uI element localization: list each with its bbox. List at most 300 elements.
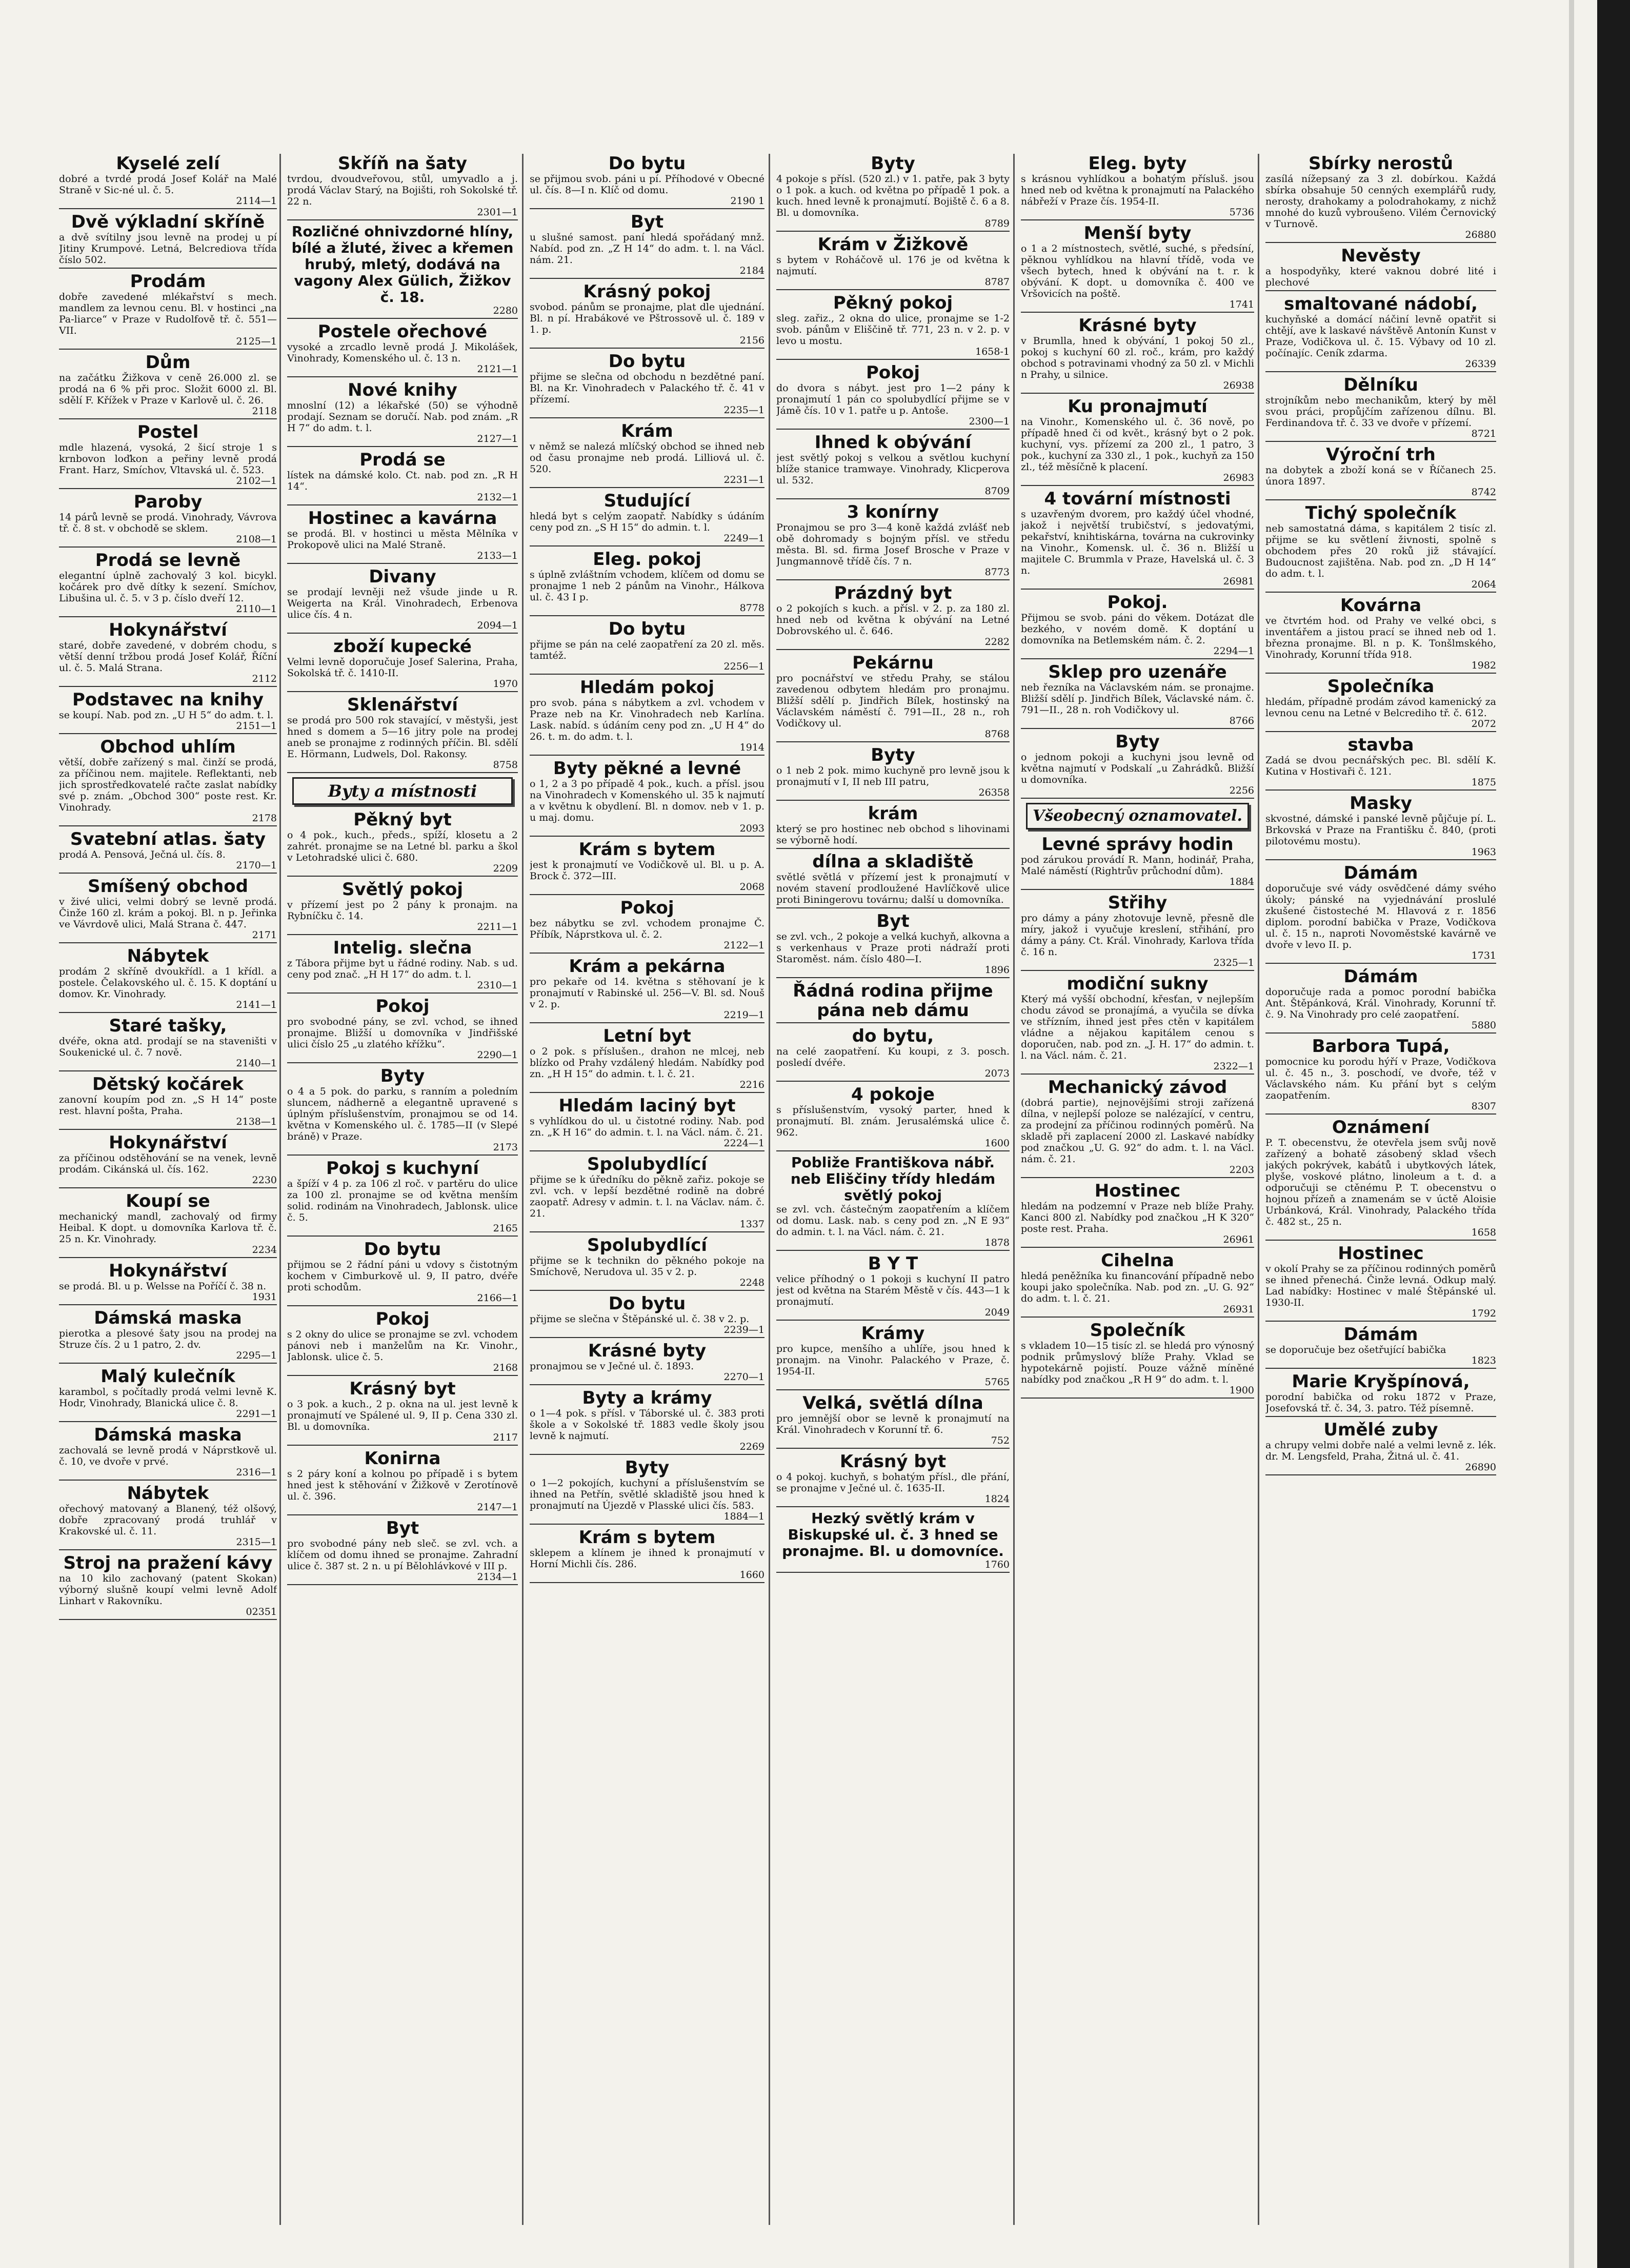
- ad-title: Cihelna: [1101, 1250, 1174, 1271]
- classified-ad: [1021, 1078, 1254, 1178]
- classified-ad: [776, 1452, 1010, 1507]
- ad-body: Zadá se dvou pecnářských pec. Bl. sdělí K. Kutina v Hostivaři č. 121.: [1265, 755, 1496, 777]
- classified-ad: [530, 1026, 764, 1093]
- ad-body: pod zárukou provádí R. Mann, hodinář, Praha, Malé náměstí (Rightrův průchodní dům).: [1021, 854, 1254, 877]
- ad-number: 8742: [1471, 487, 1496, 498]
- ad-body: který se pro hostinec neb obchod s lihovinami se výborně hodí.: [776, 823, 1010, 846]
- classified-ad: [1021, 835, 1254, 890]
- ad-number: 2141—1: [236, 999, 277, 1010]
- ad-number: 26931: [1223, 1304, 1254, 1315]
- ad-body: pro jemnější obor se levně k pronajmutí na Král. Vinohradech v Korunní tř. 6.: [776, 1413, 1010, 1435]
- ad-title: stavba: [1347, 735, 1414, 755]
- ad-title: smaltované nádobí,: [1284, 294, 1478, 314]
- ad-body: Velmi levně doporučuje Josef Salerina, Praha, Sokolská tř. č. 1410-II.: [287, 656, 518, 679]
- ad-title: Výroční trh: [1326, 444, 1436, 465]
- classified-ad: [530, 282, 764, 349]
- ad-title: Krásný byt: [839, 1451, 947, 1472]
- ad-title: Hostinec: [1338, 1243, 1424, 1264]
- ad-title: Do bytu: [608, 1293, 686, 1314]
- ad-title: Paroby: [133, 492, 203, 512]
- ad-number: 8758: [493, 759, 518, 771]
- ad-body: přijme se slečna od obchodu n bezdětné paní. Bl. na Kr. Vinohradech v Palackého tř. č. 41 v přízemí.: [530, 371, 764, 405]
- ad-number: 2156: [739, 335, 764, 346]
- classified-ad: [530, 1528, 764, 1583]
- ad-number: 2073: [984, 1068, 1010, 1079]
- classified-ad: [1265, 154, 1496, 243]
- ad-body: pro pocnářství ve středu Prahy, se stálou zavedenou odbytem hledám pro pronajmu. Bližší sdělí p. Jindřich Bílek, hostinský na Václavském náměstí č. 791—II., 28 n., roh Vodičkovy ul.: [776, 673, 1010, 729]
- classified-ad: [1265, 1118, 1496, 1241]
- classified-ad: [287, 322, 518, 377]
- ad-number: 5765: [984, 1376, 1010, 1388]
- ad-title: Kyselé zelí: [116, 154, 220, 174]
- classified-ad: [1021, 662, 1254, 729]
- classified-ad: [530, 421, 764, 488]
- ad-title: Umělé zuby: [1323, 1420, 1438, 1440]
- ad-number: 2219—1: [723, 1009, 764, 1021]
- ad-title: Pěkný byt: [353, 809, 452, 830]
- ad-body: o 1 neb 2 pok. mimo kuchyně pro levně jsou k pronajmutí v I, II neb III patru,: [776, 765, 1010, 787]
- classified-ad: [530, 550, 764, 616]
- ad-number: 2249—1: [723, 533, 764, 544]
- classified-ad: [287, 224, 518, 319]
- ad-body: s vkladem 10—15 tisíc zl. se hledá pro výnosný podnik průmyslový blíže Prahy. Vklad se hypotekárně pojistí. Pouze vážně míněné nabídky pod značkou „R H 9“ do adm. t. l.: [1021, 1340, 1254, 1385]
- classified-ad: [1021, 397, 1254, 486]
- ad-title: Nové knihy: [348, 380, 457, 400]
- ad-number: 2290—1: [477, 1049, 518, 1061]
- ad-number: 2171: [252, 929, 277, 941]
- ad-title: Byt: [386, 1518, 419, 1538]
- classified-ad: [776, 583, 1010, 650]
- ad-body: pro dámy a pány zhotovuje levně, přesně dle míry, jakož i vyučuje kreslení, střihání, pro dámy a pány. Ct. Král. Vinohrady, Karlova třída č. 16 n.: [1021, 913, 1254, 958]
- ad-title: Menší byty: [1083, 223, 1192, 244]
- ad-body: Pronajmou se pro 3—4 koně každá zvlášť neb obě dohromady s bojným přísl. ve středu města. Bl. sd. firma Josef Brosche v Praze v Jungmannově třídě čís. 7 n.: [776, 522, 1010, 567]
- section-label-vseobecny-oznamovatel: Všeobecný oznamovatel.: [1026, 803, 1249, 829]
- classified-ad: [530, 154, 764, 209]
- classified-ad: [776, 1026, 1010, 1082]
- ad-number: 2203: [1229, 1164, 1254, 1176]
- ad-number: 1760: [984, 1559, 1010, 1570]
- ad-title: Prodá se levně: [95, 550, 241, 571]
- classified-ad: [287, 880, 518, 935]
- ad-number: 2300—1: [969, 416, 1010, 427]
- ad-number: 8789: [984, 218, 1010, 229]
- ad-title: Sklenářství: [347, 695, 458, 715]
- ad-body: větší, dobře zařízený s mal. činží se prodá, za příčinou nem. majitele. Reflektanti, neb jich sprostředkovatelé račte zaslat nabídky své p. znám. „Obchod 300“ poste rest. Kr. Vinohrady.: [59, 757, 277, 813]
- ad-title: Intelig. slečna: [333, 938, 472, 958]
- ad-number: 2322—1: [1213, 1061, 1254, 1072]
- ad-title: 4 tovární místnosti: [1044, 489, 1231, 509]
- classified-ad: [287, 810, 518, 877]
- ad-body: na Vinohr., Komenského ul. č. 36 nově, po případě hned či od květ., krásný byt o 2 pok. kuchyní, vys. přízemí za 200 zl., 1 patro, 3 pok., kuchyní za 330 zl., 1 pok., kuchyň za 150 zl., též měsíčně k placení.: [1021, 416, 1254, 473]
- ad-number: 5736: [1229, 207, 1254, 218]
- classified-ad: [776, 1510, 1010, 1573]
- ad-number: 8773: [984, 566, 1010, 578]
- ad-body: přijme se k technikn do pěkného pokoje na Smíchově, Nerudova ul. 35 v 2. p.: [530, 1255, 764, 1278]
- ad-body: 4 pokoje s přísl. (520 zl.) v 1. patře, pak 3 byty o 1 pok. a kuch. od května po případě 1 pok. a kuch. hned levně k pronajmutí. Bojiště č. 6 a 8. Bl. u domovníka.: [776, 173, 1010, 218]
- classified-ad: [530, 1236, 764, 1291]
- ad-body: pro pekaře od 14. května s stěhovaní je k pronajmutí v Rabinské ul. 256—V. Bl. sd. Nouš v 2. p.: [530, 976, 764, 1010]
- ad-number: 2235—1: [723, 404, 764, 416]
- classified-ad: [1265, 863, 1496, 964]
- column-rule: [769, 154, 770, 2225]
- classified-ad: [287, 450, 518, 505]
- ads-column-4: [776, 154, 1010, 2225]
- classified-ad: [1265, 503, 1496, 593]
- ad-title: Hokynářství: [109, 620, 227, 640]
- ad-number: 1878: [984, 1237, 1010, 1248]
- ad-title: Dvě výkladní skříně: [71, 212, 265, 232]
- ad-body: s 2 okny do ulice se pronajme se zvl. vchodem pánovi neb i manželům na Kr. Vinohr., Jablonsk. ulice č. 5.: [287, 1329, 518, 1363]
- ad-body: na začátku Žižkova v ceně 26.000 zl. se prodá na 6 % při proc. Složit 6000 zl. Bl. sdělí F. Křížek v Praze v Karlově ul. č. 26.: [59, 372, 277, 406]
- ad-number: 2178: [252, 813, 277, 824]
- ad-body: P. T. obecenstvu, že otevřela jsem svůj nově zařízený a bohatě zásobený sklad všech jakých pokrývek, kabátů i ubytkových látek, plyše, voskové plátno, linoleum a t. d. a odporučuji se ctěnému P. T. obecenstvu o hojnou přízeň a znamenám se v úctě Aloisie Urbánková, Král. Vinohrady, Palackého třída č. 482 st., 25 n.: [1265, 1137, 1496, 1227]
- ad-title: Nevěsty: [1341, 246, 1421, 266]
- ad-number: 02351: [246, 1606, 277, 1617]
- classified-ad: [776, 502, 1010, 580]
- classified-ad: [1265, 1420, 1496, 1475]
- ad-number: 1741: [1229, 299, 1254, 310]
- ad-body: ořechový matovaný a Blanený, též olšový, dobře zpracovaný prodá truhlář v Krakovské ul. č. 11.: [59, 1503, 277, 1537]
- ad-title: Do bytu: [364, 1239, 441, 1260]
- ad-title: Dámám: [1343, 863, 1418, 883]
- ad-number: 2256: [1229, 785, 1254, 796]
- ad-number: 2072: [1471, 718, 1496, 730]
- classified-ad: [776, 981, 1010, 1023]
- ad-number: 2110—1: [236, 603, 277, 615]
- ad-title: Byty: [1115, 732, 1160, 752]
- ad-body: dvéře, okna atd. prodají se na staveništi v Soukenické ul. č. 7 nově.: [59, 1036, 277, 1058]
- ad-body: doporučuje své vády osvědčené dámy svého úkoly; pánské na vyjednávání proslulé zkušené čistosteché M. Hlavová z r. 1856 diplom. porodní babička v Praze, Vodičkova ul. č. 15 n., naproti Novoměstské kavárně ve dvoře v levo II. p.: [1265, 883, 1496, 950]
- ad-body: (dobrá partie), nejnovějšími stroji zařízená dílna, v nejlepší poloze se nalézající, v centru, za prodejní za příčinou rodinných poměrů. Na skladě při zaplacení 2000 zl. Laskavé nabídky pod značkou „U. G. 92“ do adm. t. l. na Václ. nám. č. 21.: [1021, 1097, 1254, 1165]
- classified-ad: [1021, 489, 1254, 590]
- classified-ad: [530, 1294, 764, 1338]
- classified-ad: [287, 1240, 518, 1306]
- ad-title: 4 pokoje: [851, 1084, 935, 1105]
- ad-number: 1823: [1471, 1355, 1496, 1366]
- classified-ad: [59, 1484, 277, 1550]
- classified-ad: [1021, 1181, 1254, 1248]
- classified-ad: [530, 619, 764, 675]
- ad-number: 26938: [1223, 380, 1254, 391]
- ad-title: Krásné byty: [1078, 315, 1197, 336]
- classified-ad: [776, 363, 1010, 430]
- ad-body: o 2 pok. s příslušen., drahon ne mlcej, neb blízko od Prahy vzdálený hledám. Nabídky pod zn. „H H 15“ do admin. t. l. č. 21.: [530, 1046, 764, 1080]
- column-rule: [522, 154, 524, 2225]
- ad-number: 8787: [984, 276, 1010, 288]
- ad-body: přijme se k úředníku do pěkně zařiz. pokoje se zvl. vch. v lepší bezdětné rodině na dobré zaopatř. Adresy v admin. t. l. na Václav. nám. č. 21.: [530, 1174, 764, 1219]
- classified-ad: [776, 433, 1010, 499]
- ad-body: v Brumlla, hned k obývání, 1 pokoj 50 zl., pokoj s kuchyní 60 zl. roč., krám, pro každý obchod s potravinami vhodný za 50 zl. v Michli n Prahy, u silnice.: [1021, 335, 1254, 380]
- ad-body: pro svobodné pány neb sleč. se zvl. vch. a klíčem od domu ihned se pronajme. Zahradní ulice č. 387 st. 2 n. u pí Bělohlávkové v III p.: [287, 1538, 518, 1572]
- classified-ad: [1021, 593, 1254, 659]
- ad-number: 1824: [984, 1493, 1010, 1505]
- ad-title: Krám: [621, 421, 673, 441]
- ad-number: 8778: [739, 602, 764, 614]
- ad-body: se prodá. Bl. u p. Welsse na Poříčí č. 38 n.: [59, 1281, 267, 1292]
- ad-title: modiční sukny: [1066, 974, 1209, 994]
- ad-body: s krásnou vyhlídkou a bohatým přísluš. jsou hned neb od května k pronajmutí na Palackého nábřeží v Praze čís. 1954-II.: [1021, 173, 1254, 207]
- ad-title: Hostinec a kavárna: [308, 508, 497, 529]
- ad-body: tvrdou, dvoudveřovou, stůl, umyvadlo a j. prodá Václav Starý, na Bojišti, roh Sokolské tř. 22 n.: [287, 173, 518, 207]
- ad-number: 2234: [252, 1244, 277, 1256]
- column-rule: [1258, 154, 1259, 2225]
- classified-ad: [776, 1085, 1010, 1151]
- ad-body: prodá A. Pensová, Ječná ul. čís. 8.: [59, 849, 226, 860]
- ad-body: vysoké a zrcadlo levně prodá J. Mikolášek, Vinohrady, Komenského ul. č. 13 n.: [287, 341, 518, 364]
- ad-number: 26890: [1465, 1462, 1496, 1473]
- ad-title: 3 konírny: [847, 502, 939, 522]
- ad-title: Obchod uhlím: [100, 737, 236, 757]
- classified-ad: [1265, 1372, 1496, 1417]
- ad-title: Ihned k obývání: [814, 432, 972, 453]
- ad-title: B Y T: [868, 1253, 918, 1274]
- ad-title: Světlý pokoj: [341, 879, 464, 900]
- ad-body: v živé ulici, velmi dobrý se levně prodá. Činže 160 zl. krám a pokoj. Bl. n p. Jeřinka ve Vávrdově ulici, Malá Strana č. 447.: [59, 896, 277, 930]
- ad-title: Byty: [625, 1457, 670, 1478]
- ad-body: mechanický mandl, zachovalý od firmy Heibal. K dopt. u domovníka Karlova tř. č. 25 n. Kr. Vinohrady.: [59, 1211, 277, 1245]
- ad-title: Krám s bytem: [578, 1527, 716, 1548]
- classified-ad: [59, 1133, 277, 1188]
- ad-number: 2140—1: [236, 1058, 277, 1069]
- ad-title: Pokoj s kuchyní: [326, 1158, 479, 1179]
- ad-number: 2325—1: [1213, 957, 1254, 968]
- classified-ad: [1265, 967, 1496, 1034]
- ad-title: Ku pronajmutí: [1068, 396, 1208, 417]
- ad-number: 2184: [739, 265, 764, 276]
- ad-body: o 4 pok., kuch., předs., spíží, klosetu a 2 zahrét. pronajme se na Letné bl. parku a škol v Letohradské ulici č. 680.: [287, 829, 518, 863]
- classified-ad: [1265, 375, 1496, 442]
- ad-number: 1963: [1471, 846, 1496, 858]
- ad-title: Prodá se: [359, 450, 446, 470]
- ad-number: 2094—1: [477, 620, 518, 631]
- classified-ad: [1265, 677, 1496, 732]
- ad-body: pro svobodné pány, se zvl. vchod, se ihned pronajme. Bližší u domovníka v Jindřišské ulici číslo 25 „u zlatého křížku“.: [287, 1016, 518, 1050]
- classified-ad: [59, 829, 277, 874]
- ad-title: Střihy: [1108, 893, 1168, 913]
- ad-title: Nábytek: [127, 946, 209, 966]
- ad-body: mdle hlazená, vysoká, 2 šicí stroje 1 s krnbovon loďkon a peřiny levně prodá Frant. Harz, Smíchov, Vltavská ul. č. 523.: [59, 442, 277, 476]
- ad-body: hledám, případně prodám závod kamenický za levnou cenu na Letné v Belcrediho tř. č. 612.: [1265, 696, 1496, 719]
- ad-title: Dělníku: [1343, 375, 1418, 395]
- ad-title: Postel: [137, 422, 199, 442]
- classified-ad: [59, 1425, 277, 1481]
- ad-number: 2316—1: [236, 1467, 277, 1478]
- ad-title: Pekárnu: [852, 653, 934, 673]
- ad-title: Eleg. byty: [1088, 154, 1187, 174]
- classified-ad: [1265, 596, 1496, 674]
- ad-number: 2147—1: [477, 1502, 518, 1513]
- ad-title: do bytu,: [852, 1026, 934, 1046]
- classified-ad: [1021, 316, 1254, 394]
- ad-number: 2117: [493, 1432, 518, 1443]
- ad-title: Stroj na pražení kávy: [63, 1553, 273, 1573]
- ad-number: 2166—1: [477, 1292, 518, 1304]
- ad-number: 1337: [739, 1219, 764, 1230]
- ad-body: s 2 páry koní a kolnou po případě i s bytem hned jest k stěhování v Žižkově v Zerotínově ul. č. 396.: [287, 1468, 518, 1502]
- ad-title: Pokoj: [866, 362, 920, 383]
- ad-number: 2248: [739, 1277, 764, 1288]
- ad-number: 2093: [739, 823, 764, 834]
- ad-title: Do bytu: [608, 351, 686, 372]
- ad-body: staré, dobře zavedené, v dobrém chodu, s větší denní tržbou prodá Josef Kolář, Říční ul. č. 5. Malá Strana.: [59, 640, 277, 674]
- classified-ad: [59, 1367, 277, 1422]
- ad-title: Levné správy hodin: [1041, 834, 1234, 855]
- classified-ad: [530, 678, 764, 756]
- ad-number: 2270—1: [723, 1371, 764, 1383]
- ad-number: 2294—1: [1213, 645, 1254, 657]
- ad-number: 2165: [493, 1223, 518, 1234]
- ad-number: 1982: [1471, 660, 1496, 671]
- ad-body: o 1—4 pok. s přísl. v Táborské ul. č. 383 proti škole a v Sokolské tř. 1883 vedle školy jsou levně k najmutí.: [530, 1408, 764, 1442]
- ad-body: na 10 kilo zachovaný (patent Skokan) výborný slušně koupí velmi levně Adolf Linhart v Rakovníku.: [59, 1573, 277, 1607]
- ad-number: 2291—1: [236, 1408, 277, 1420]
- ad-number: 26880: [1465, 229, 1496, 240]
- ads-column-3: [530, 154, 764, 2225]
- ad-title: Hezký světlý krám v Biskupské ul. č. 3 hned se pronajme. Bl. u domovníce.: [782, 1510, 1004, 1560]
- classified-ad: [530, 1096, 764, 1151]
- ad-title: Barbora Tupá,: [1312, 1036, 1450, 1057]
- ad-body: a špíží v 4 p. za 106 zl roč. v partěru do ulice za 100 zl. pronajme se od května menším solid. rodinám na Vinohradech, Jablonsk. ulice č. 5.: [287, 1178, 518, 1223]
- classified-ad: [59, 1308, 277, 1364]
- ad-number: 2230: [252, 1174, 277, 1186]
- classified-ad: [776, 852, 1010, 908]
- ads-column-6: [1265, 154, 1496, 2225]
- classified-ad: [287, 1159, 518, 1237]
- ads-column-2: [287, 154, 518, 2225]
- ad-number: 1931: [252, 1291, 277, 1303]
- ad-body: se prodá pro 500 rok stavající, v městyši, jest hned s domem a 5—16 jitry pole na prodej aneb se pronajme z rodinných příčin. Bl. sdělí E. Hörmann, Ludwels, Dol. Rakonsy.: [287, 715, 518, 760]
- ad-number: 26983: [1223, 472, 1254, 483]
- ad-title: Do bytu: [608, 619, 686, 639]
- ad-title: Byty: [380, 1066, 425, 1086]
- ad-title: Tichý společník: [1305, 503, 1457, 523]
- ad-body: přijme se slečna v Štěpánské ul. č. 38 v 2. p.: [530, 1313, 750, 1325]
- ad-title: Prodám: [130, 271, 206, 292]
- ad-title: Pokoj: [375, 1309, 430, 1329]
- ad-title: Marie Kryšpínová,: [1292, 1371, 1470, 1392]
- ad-title: Dům: [145, 352, 191, 373]
- classified-ad: [59, 492, 277, 548]
- ad-body: s vyhlídkou do ul. u čistotné rodiny. Nab. pod zn. „K H 16“ do admin. t. l. na Václ. nám. č. 21.: [530, 1116, 764, 1138]
- ad-body: elegantní úplně zachovalý 3 kol. bicykl. kočárek pro dvě dítky k sezení. Smíchov, Libušina ul. č. 5. v 3 p. číslo dveří 12.: [59, 570, 277, 604]
- ad-body: pomocnice ku porodu hýří v Praze, Vodičkova ul. č. 45 n., 3. poschodí, ve dvoře, též v Václavského nám. Ku přání byt s celým zaopatřením.: [1265, 1056, 1496, 1101]
- ad-title: Podstavec na knihy: [72, 690, 264, 710]
- classified-ad: [530, 840, 764, 895]
- ad-title: Krámy: [861, 1323, 925, 1344]
- ad-title: Byty: [871, 154, 915, 174]
- ad-title: Svatební atlas. šaty: [70, 829, 266, 849]
- classified-ad: [776, 912, 1010, 978]
- ad-title: Spolubydlící: [587, 1154, 707, 1174]
- classified-ad: [776, 1254, 1010, 1321]
- ad-body: a hospodyňky, které vaknou dobré lité i plechové: [1265, 266, 1496, 288]
- ad-number: 2239—1: [723, 1324, 764, 1335]
- ad-number: 2190 1: [730, 195, 764, 207]
- section-label-byty-a-mistnosti: Byty a místnosti: [292, 777, 513, 805]
- ad-body: se zvl. vch., 2 pokoje a velká kuchyň, alkovna a s verkenhaus v Praze proti nádraží proti Staroměst. nám. číslo 480—I.: [776, 931, 1010, 965]
- ad-title: Dámská maska: [94, 1425, 242, 1445]
- ad-title: Divany: [369, 566, 436, 587]
- ad-number: 1731: [1471, 950, 1496, 961]
- classified-ad: [776, 1324, 1010, 1390]
- ad-body: v němž se nalezá mlíčský obchod se ihned neb od času pronajme neb prodá. Lilliová ul. č. 520.: [530, 441, 764, 475]
- classified-ad: [530, 1458, 764, 1525]
- ad-title: dílna a skladiště: [812, 852, 974, 872]
- classified-ad: [776, 235, 1010, 290]
- ad-title: Staré tašky,: [109, 1016, 227, 1036]
- ad-body: neb řezníka na Václavském nám. se pronajme. Bližší sdělí p. Jindřich Bílek, Václavské nám. č. 791—II., 28 n. roh Vodičkovy ul.: [1021, 682, 1254, 716]
- ad-body: v přízemí jest po 2 pány k pronajm. na Rybníčku č. 14.: [287, 899, 518, 922]
- classified-ad: [1021, 224, 1254, 313]
- ad-title: Skříň na šaty: [337, 154, 468, 174]
- ad-body: o 2 pokojích s kuch. a přísl. v 2. p. za 180 zl. hned neb od května k obývání na Letné Dobrovského ul. č. 646.: [776, 603, 1010, 637]
- ad-number: 2122—1: [723, 940, 764, 951]
- ad-body: se koupí. Nab. pod zn. „U H 5“ do adm. t. l.: [59, 710, 274, 721]
- classified-ad: [1021, 1251, 1254, 1318]
- ad-number: 2310—1: [477, 980, 518, 991]
- ad-body: ve čtvrtém hod. od Prahy ve velké obci, s inventářem a jistou prací se ihned neb od 1. března pronajme. Bl. n p. K. Tonšlmského, Vinohrady, Korunní třída 918.: [1265, 615, 1496, 660]
- ad-body: za příčinou odstěhování se na venek, levně prodám. Cikánská ul. čís. 162.: [59, 1152, 277, 1175]
- ad-number: 2118: [252, 406, 277, 417]
- ad-body: se přijmou svob. páni u pí. Příhodové v Obecné ul. čís. 8—I n. Klíč od domu.: [530, 173, 764, 196]
- classified-ad: [1021, 1321, 1254, 1399]
- classified-ad: [1021, 893, 1254, 971]
- ad-body: pro kupce, menšího a uhlíře, jsou hned k pronajm. na Vinohr. Palackého v Praze, č. 1954-II.: [776, 1343, 1010, 1377]
- classified-ad: [1265, 294, 1496, 372]
- ad-number: 26339: [1465, 358, 1496, 370]
- ad-title: zboží kupecké: [333, 636, 472, 657]
- ad-number: 2315—1: [236, 1536, 277, 1548]
- ad-body: na celé zaopatření. Ku koupi, z 3. posch. posledí dvéře.: [776, 1046, 1010, 1068]
- ad-number: 2133—1: [477, 550, 518, 561]
- ad-number: 1600: [984, 1138, 1010, 1149]
- ad-title: Krásný byt: [349, 1379, 456, 1399]
- ad-body: o 1, 2 a 3 po případě 4 pok., kuch. a přísl. jsou na Vinohradech v Komenského ul. 35 k najmutí a v květnu k obydlení. Bl. n domov. neb v 1. p. u maj. domu.: [530, 778, 764, 823]
- ad-title: Krám a pekárna: [569, 956, 726, 977]
- classified-ad: [287, 1518, 518, 1585]
- ad-number: 1884: [1229, 876, 1254, 887]
- ad-title: Velká, světlá dílna: [802, 1393, 983, 1413]
- ad-title: Rozličné ohnivzdorné hlíny, bílé a žluté, živec a křemen hrubý, mletý, dodává na vagony Alex Gülich, Žižkov č. 18.: [291, 223, 514, 306]
- ad-body: s příslušenstvím, vysoký parter, hned k pronajmutí. Bl. znám. Jerusalémská ulice č. 962.: [776, 1104, 1010, 1138]
- ad-title: Sklep pro uzenáře: [1048, 662, 1227, 682]
- ad-number: 2231—1: [723, 474, 764, 485]
- ad-body: přijmou se 2 řádní páni u vdovy s čistotným kochem v Cimburkově ul. 9, II patro, dvéře proti schodům.: [287, 1259, 518, 1293]
- classified-ad: [776, 154, 1010, 232]
- classified-ad: [59, 1191, 277, 1258]
- ad-number: 2282: [984, 636, 1010, 647]
- classified-ad: [287, 380, 518, 447]
- classified-ad: [1021, 974, 1254, 1075]
- ad-body: pro svob. pána s nábytkem a zvl. vchodem v Praze neb na Kr. Vinohradech neb Karlína. Lask. nabíd. s údáním ceny pod zn. „U H 4“ do 26. t. m. do adm. t. l.: [530, 697, 764, 742]
- ad-title: Postele ořechové: [317, 321, 488, 342]
- classified-ad: [287, 637, 518, 692]
- classified-ad: [1265, 794, 1496, 860]
- ad-body: zanovní koupím pod zn. „S H 14“ poste rest. hlavní pošta, Praha.: [59, 1094, 277, 1117]
- ad-title: Pokoj: [375, 996, 430, 1017]
- ad-title: Dámám: [1343, 1324, 1418, 1345]
- ad-number: 1658: [1471, 1227, 1496, 1238]
- ad-number: 8709: [984, 485, 1010, 497]
- classified-ad: [59, 737, 277, 826]
- ad-title: Hledám laciný byt: [558, 1096, 736, 1116]
- ad-body: světlé světlá v přízemí jest k pronajmutí v novém stavení prodloužené Havlíčkově ulice proti Biningerovu továrnu; další u domovníka.: [776, 872, 1010, 905]
- ad-body: o 1 a 2 místnostech, světlé, suché, s předsíní, pěknou vyhlídkou na hlavní třídě, voda ve všech bytech, hned k obývání na t. r. k obývání. K dopt. u domovníka č. 400 ve Vršovicích na poště.: [1021, 243, 1254, 299]
- classified-ad: [59, 1553, 277, 1620]
- classified-ad: [1265, 1037, 1496, 1115]
- ad-body: s bytem v Roháčově ul. 176 je od května k najmutí.: [776, 254, 1010, 277]
- classified-ad: [59, 1261, 277, 1305]
